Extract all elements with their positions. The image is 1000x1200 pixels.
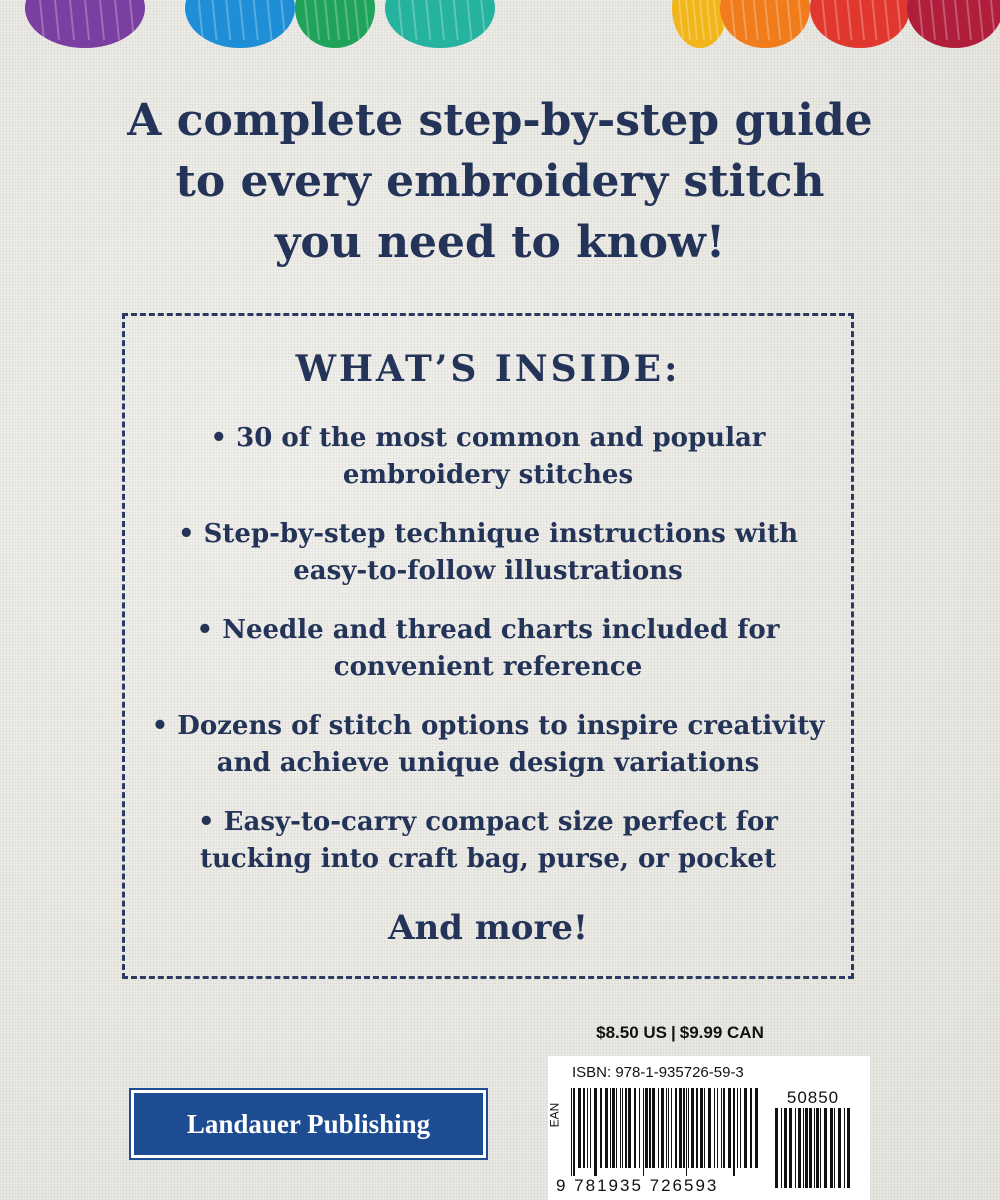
whats-inside-box <box>122 313 854 979</box>
barcode-bar <box>805 1108 808 1188</box>
headline-line-1: A complete step-by-step guide <box>127 95 873 146</box>
barcode-bar <box>639 1088 640 1168</box>
barcode-bar <box>571 1088 572 1176</box>
barcode-bar <box>573 1088 575 1176</box>
barcode-bar <box>704 1088 705 1168</box>
barcode-bar <box>824 1108 827 1188</box>
headline-line-3: you need to know! <box>274 217 726 268</box>
barcode-bar <box>714 1088 715 1168</box>
feature-item <box>125 612 851 686</box>
barcode-bar <box>814 1108 815 1188</box>
feature-line: • Easy-to-carry compact size perfect for <box>198 807 778 837</box>
publisher-logo <box>131 1090 486 1158</box>
barcode-bar <box>600 1088 602 1168</box>
barcode-bar <box>605 1088 608 1168</box>
barcode-bar <box>610 1088 611 1168</box>
isbn-label: ISBN: 978-1-935726-59-3 <box>572 1064 744 1081</box>
barcode-bar <box>696 1088 698 1168</box>
barcode-bar <box>666 1088 667 1168</box>
barcode-bar <box>708 1088 711 1168</box>
barcode-bar <box>587 1088 588 1168</box>
barcode-bar <box>658 1088 659 1168</box>
barcode-bar <box>700 1088 703 1168</box>
ean-label: EAN <box>547 1102 562 1128</box>
price-us: $8.50 US <box>596 1023 667 1042</box>
barcode-bar <box>723 1088 725 1168</box>
barcode-bar <box>728 1088 731 1168</box>
barcode-bar <box>775 1108 778 1188</box>
barcode-bar <box>820 1108 821 1188</box>
barcode-bar <box>737 1088 738 1168</box>
barcode-bar <box>744 1088 747 1168</box>
barcode-bar <box>755 1088 758 1168</box>
barcode-bar <box>679 1088 682 1168</box>
barcode-bar <box>838 1108 841 1188</box>
barcode-bar <box>740 1088 741 1168</box>
feature-line: • 30 of the most common and popular <box>210 423 766 453</box>
barcode-bar <box>645 1088 648 1168</box>
addon-digits: 50850 <box>786 1088 840 1107</box>
feature-line: embroidery stitches <box>342 460 634 490</box>
barcode-bar <box>834 1108 835 1188</box>
barcode-bar <box>661 1088 664 1168</box>
barcode-bar <box>628 1088 631 1168</box>
barcode-bar <box>688 1088 689 1168</box>
barcode-bar <box>652 1088 655 1168</box>
barcode-bar <box>803 1108 804 1188</box>
feature-item <box>125 804 851 878</box>
barcode-bar <box>798 1108 801 1188</box>
barcode-bar <box>721 1088 722 1168</box>
barcode-bar <box>816 1108 819 1188</box>
barcode-bar <box>847 1108 850 1188</box>
price-can: $9.99 CAN <box>679 1023 764 1042</box>
and-more-text: And more! <box>388 908 588 948</box>
embroidery-thread-skeins <box>0 0 1000 60</box>
barcode-bar <box>616 1088 617 1168</box>
barcode-bar <box>784 1108 787 1188</box>
barcode-bar <box>634 1088 636 1168</box>
feature-list <box>125 420 851 900</box>
barcode-bar <box>578 1088 581 1168</box>
price-line <box>560 1023 800 1043</box>
barcode-bar <box>795 1108 796 1188</box>
barcode-bar <box>612 1088 615 1168</box>
barcode-panel <box>548 1056 870 1200</box>
barcode-bar <box>675 1088 677 1168</box>
headline <box>0 90 1000 273</box>
headline-line-2: to every embroidery stitch <box>175 156 825 207</box>
feature-item <box>125 516 851 590</box>
barcode-bar <box>781 1108 782 1188</box>
barcode-bar <box>590 1088 591 1168</box>
barcode-bar <box>649 1088 651 1168</box>
barcode-bar <box>809 1108 812 1188</box>
feature-line: • Needle and thread charts included for <box>196 615 780 645</box>
barcode-bar <box>750 1088 752 1168</box>
feature-line: and achieve unique design variations <box>216 748 760 778</box>
feature-line: tucking into craft bag, purse, or pocket <box>200 844 776 874</box>
barcode-bar <box>733 1088 735 1176</box>
ean-barcode <box>570 1088 760 1176</box>
feature-item <box>125 420 851 494</box>
feature-line: • Dozens of stitch options to inspire creativity <box>151 711 825 741</box>
publisher-name: Landauer Publishing <box>186 1108 431 1139</box>
addon-barcode <box>774 1108 852 1188</box>
barcode-bar <box>686 1088 687 1176</box>
barcode-bar <box>691 1088 694 1168</box>
barcode-bar <box>625 1088 627 1168</box>
price-separator: | <box>671 1023 676 1042</box>
barcode-bar <box>668 1088 669 1168</box>
feature-line: easy-to-follow illustrations <box>293 556 683 586</box>
barcode-bar <box>643 1088 644 1176</box>
barcode-bar <box>671 1088 672 1168</box>
barcode-bar <box>844 1108 845 1188</box>
ean-digits: 9 781935 726593 <box>556 1176 719 1195</box>
barcode-bar <box>583 1088 585 1168</box>
barcode-bar <box>830 1108 833 1188</box>
whats-inside-title: WHAT’S INSIDE: <box>295 348 681 390</box>
barcode-bar <box>789 1108 792 1188</box>
barcode-bar <box>620 1088 621 1168</box>
barcode-bar <box>594 1088 597 1176</box>
feature-line: • Step-by-step technique instructions with <box>177 519 799 549</box>
feature-item <box>125 708 851 782</box>
barcode-bar <box>717 1088 718 1168</box>
feature-line: convenient reference <box>333 652 643 682</box>
barcode-bar <box>622 1088 623 1168</box>
barcode-bar <box>683 1088 685 1168</box>
